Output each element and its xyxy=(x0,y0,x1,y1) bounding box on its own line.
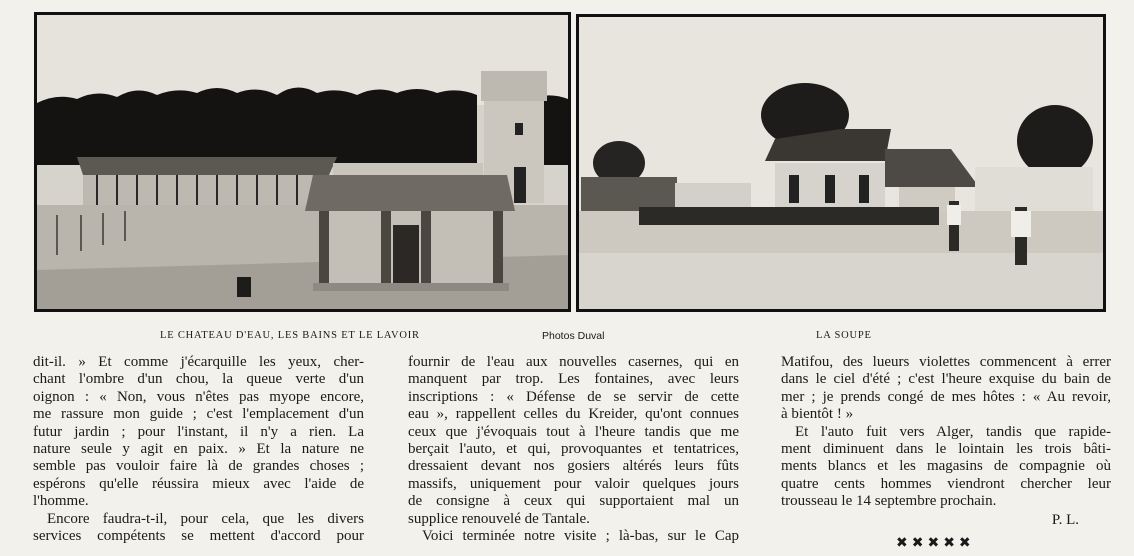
text-line: Matifou, des lueurs violettes commencent à errer xyxy=(781,354,1111,370)
text-line: de consigne à ceux qui supportaient mal un xyxy=(408,493,739,510)
text-line: semble pas vouloir faire là de grandes choses ; xyxy=(33,458,364,475)
text-line: dans le ciel d'été ; c'est l'heure exquise du bain de xyxy=(781,371,1111,388)
text-line: trousseau le 14 septembre prochain. xyxy=(781,493,997,510)
caption-photo-credit: Photos Duval xyxy=(542,330,605,342)
text-line: services compétents se mettent d'accord pour xyxy=(33,528,364,545)
text-line: Voici terminée notre visite ; là-bas, sur le Cap xyxy=(422,528,739,545)
text-column-2 xyxy=(408,354,739,545)
text-line: nature seule y agit en paix. » Et la nature ne xyxy=(33,441,364,458)
photo-chateau-d-eau-image xyxy=(37,15,568,309)
text-line: ment diminuent dans le lointain les trois bâti- xyxy=(781,441,1111,458)
text-line: manquent par trop. Les fontaines, avec leurs xyxy=(408,371,739,388)
text-line: l'homme. xyxy=(33,493,89,510)
text-line: Encore faudra-t-il, pour cela, que les divers xyxy=(47,510,364,527)
text-line: dit-il. » Et comme j'écarquille les yeux, cher- xyxy=(33,354,364,370)
photo-la-soupe xyxy=(576,14,1106,312)
text-column-3 xyxy=(781,354,1111,529)
text-line: massifs, uniquement pour valoir quelques jours xyxy=(408,475,739,492)
text-line: quatre cents hommes viendront chercher leur xyxy=(781,475,1111,492)
text-line: Et l'auto fuit vers Alger, tandis que rapide- xyxy=(795,423,1111,440)
text-line: ceux que j'évoquais tout à l'heure tandis que me xyxy=(408,423,739,440)
text-line: oignon : « Non, vous n'êtes pas myope encore, xyxy=(33,388,364,405)
author-signature: P. L. xyxy=(1051,511,1079,528)
text-line: dressaient devant nos gosiers altérés leurs fûts xyxy=(408,458,739,475)
text-line: chant l'ombre d'un chou, la queue verte d'un xyxy=(33,371,364,388)
caption-chateau-d-eau: LE CHATEAU D'EAU, LES BAINS ET LE LAVOIR xyxy=(160,330,420,341)
text-line: supplice renouvelé de Tantale. xyxy=(408,510,590,527)
text-column-1 xyxy=(33,354,364,545)
text-line: inscriptions : « Défense de se servir de cette xyxy=(408,388,739,405)
photo-la-soupe-image xyxy=(579,17,1103,309)
caption-la-soupe: LA SOUPE xyxy=(816,330,872,341)
end-ornament: ✖✖✖✖✖ xyxy=(896,535,975,551)
text-line: futur jardin ; pour l'instant, il n'y a rien. La xyxy=(33,423,364,440)
text-line: fournir de l'eau aux nouvelles casernes, qui en xyxy=(408,354,739,370)
text-line: me rassure mon guide ; c'est l'emplacement d'un xyxy=(33,406,364,423)
text-line: mer ; je prends congé de mes hôtes : « Au revoir, xyxy=(781,388,1111,405)
text-line: berçait l'auto, et qui, provoquantes et tentatrices, xyxy=(408,441,739,458)
text-line: eau », rappellent celles du Kreider, qu'ont connues xyxy=(408,406,739,423)
photo-chateau-d-eau xyxy=(34,12,571,312)
text-line: à bientôt ! » xyxy=(781,406,854,423)
text-line: espérons qu'elle réussira mieux avec l'aide de xyxy=(33,475,364,492)
text-line: ments blancs et les magasins de compagnie où xyxy=(781,458,1111,475)
